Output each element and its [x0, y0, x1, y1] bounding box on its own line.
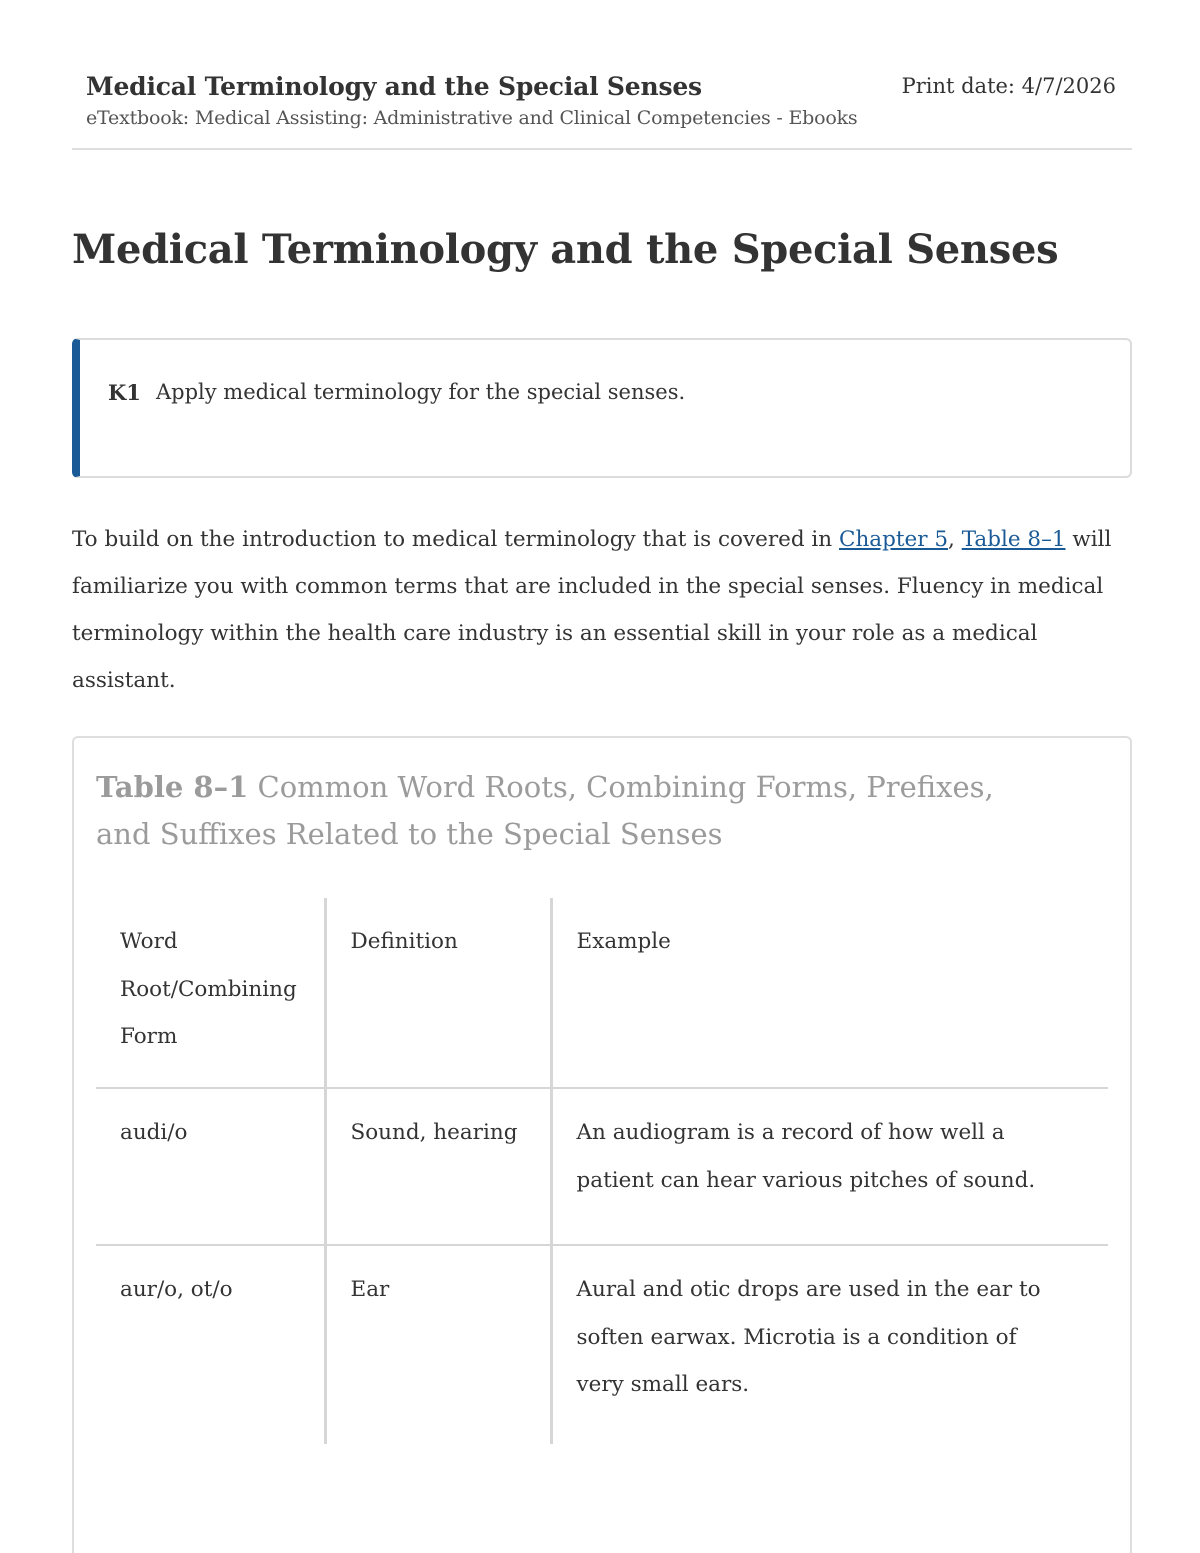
cell-definition: Ear	[325, 1245, 551, 1444]
intro-separator: ,	[948, 527, 962, 552]
table-row	[96, 1245, 1108, 1444]
table-caption	[96, 764, 1056, 858]
header-title: Medical Terminology and the Special Senses	[86, 72, 702, 101]
chapter-5-link[interactable]: Chapter 5	[839, 527, 949, 552]
table-caption-label: Table 8–1	[96, 770, 249, 804]
objective-code: K1	[108, 380, 141, 405]
cell-example: An audiogram is a record of how well a patient can hear various pitches of sound.	[551, 1088, 1108, 1245]
cell-example: Aural and otic drops are used in the ear to soften earwax. Microtia is a condition of very small ears.	[551, 1245, 1108, 1444]
print-date: Print date: 4/7/2026	[901, 74, 1116, 98]
column-header-word-root: Word Root/Combining Form	[96, 898, 325, 1088]
intro-text-after: will familiarize you with common terms that are included in the special senses. Fluency in medical terminology within the health care industry is an essential skill in your role as a medical assistant.	[72, 527, 1112, 693]
print-header	[72, 70, 1132, 150]
objective-text: Apply medical terminology for the special senses.	[156, 380, 686, 404]
table-row	[96, 1088, 1108, 1245]
learning-objective-box	[72, 338, 1132, 478]
table-card	[72, 736, 1132, 1553]
table-8-1-link[interactable]: Table 8–1	[961, 527, 1066, 552]
cell-definition: Sound, hearing	[325, 1088, 551, 1245]
intro-paragraph	[72, 516, 1112, 704]
header-subtitle: eTextbook: Medical Assisting: Administrative and Clinical Competencies - Ebooks	[86, 107, 858, 129]
cell-word-root: aur/o, ot/o	[120, 1277, 233, 1302]
terminology-table	[96, 898, 1108, 1444]
column-header-example: Example	[551, 898, 1108, 1088]
table-caption-text: Common Word Roots, Combining Forms, Prefixes, and Suffixes Related to the Special Senses	[96, 770, 994, 851]
page-title: Medical Terminology and the Special Senses	[72, 226, 1059, 273]
cell-word-root: audi/o	[96, 1088, 325, 1245]
intro-text-before: To build on the introduction to medical terminology that is covered in	[72, 527, 839, 552]
table-header-row	[96, 898, 1108, 1088]
column-header-definition: Definition	[325, 898, 551, 1088]
